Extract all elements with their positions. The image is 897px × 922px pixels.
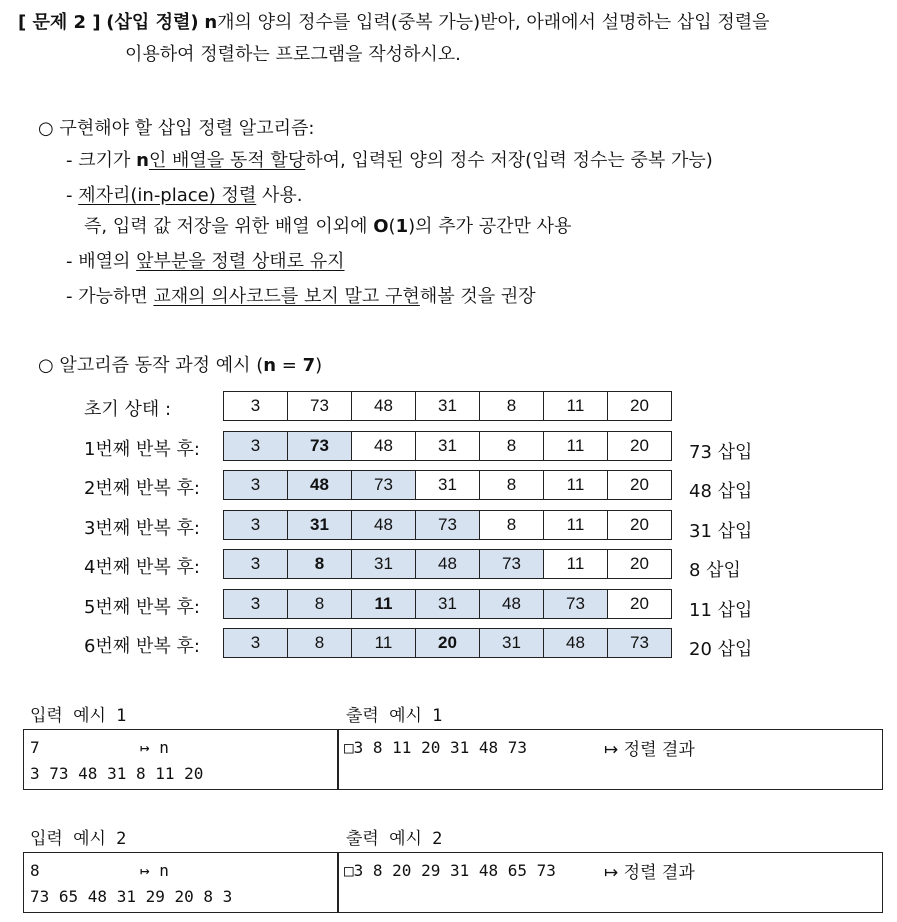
array-cell: 20 [608,550,672,579]
b2c-pre: 즉, 입력 값 저장을 위한 배열 이외에 [84,216,374,237]
array-cell: 31 [416,590,480,619]
array-cell: 48 [480,590,544,619]
array-cell: 11 [544,511,608,540]
b2c-one: 1 [395,216,409,237]
array-cell: 3 [224,550,288,579]
array-cell: 48 [544,629,608,658]
input-example-2-values: 73 65 48 31 29 20 8 3 [30,887,233,906]
problem-title [18,10,770,36]
array-cell: 73 [608,629,672,658]
algorithm-bullet-2-cont: 즉, 입력 값 저장을 위한 배열 이외에 O(1)의 추가 공간만 사용 [84,216,572,237]
input-example-2-n-note: ↦ n [140,861,169,880]
step-array [223,589,672,619]
array-cell: 73 [416,511,480,540]
array-cell: 48 [352,392,416,421]
output-example-1-box [337,729,883,790]
b4-underlined: 교재의 의사코드를 보지 말고 구현 [153,286,420,307]
array-cell: 11 [544,392,608,421]
step-note: 48 삽입 [689,481,753,502]
b4-post: 해볼 것을 권장 [419,286,536,307]
b4-pre: - 가능하면 [66,286,154,307]
array-cell: 3 [224,629,288,658]
input-example-2-box [23,852,339,913]
step-array [223,510,672,540]
step-array [223,391,672,421]
array-cell: 11 [352,629,416,658]
algorithm-bullet-1 [66,146,713,172]
output-example-1-note: ↦ 정렬 결과 [604,740,695,760]
ex-heading-n: n [263,355,277,376]
array-cell: 8 [480,392,544,421]
step-label: 5번째 반복 후: [84,597,200,618]
b1-n: n [136,150,149,171]
array-cell: 48 [288,471,352,500]
output-example-1-values: □3 8 11 20 31 48 73 [344,738,528,757]
array-cell: 31 [352,550,416,579]
step-array [223,470,672,500]
array-cell: 31 [288,511,352,540]
b2c-o: O [373,216,389,237]
algorithm-heading: ○ 구현해야 할 삽입 정렬 알고리즘: [38,118,315,139]
input-example-1-label: 입력 예시 1 [30,706,127,726]
array-cell: 3 [224,432,288,461]
step-note: 11 삽입 [689,600,753,621]
input-example-2-label: 입력 예시 2 [30,829,127,849]
array-cell: 48 [352,432,416,461]
input-example-2-n: 8 [30,861,40,880]
step-note: 8 삽입 [689,560,741,581]
array-cell: 48 [416,550,480,579]
array-cell: 11 [352,590,416,619]
step-label: 6번째 반복 후: [84,636,200,657]
problem-n: n [204,12,218,33]
step-label: 4번째 반복 후: [84,557,200,578]
b1-underlined: 인 배열을 동적 할당 [148,150,306,171]
array-cell: 8 [288,590,352,619]
b2c-post: 의 추가 공간만 사용 [415,216,572,237]
algorithm-bullet-2 [66,181,303,207]
output-example-2-note: ↦ 정렬 결과 [604,863,695,883]
b2-pre: - [66,185,79,206]
output-example-2-label: 출력 예시 2 [346,829,443,849]
b1-pre: - 크기가 [66,150,137,171]
problem-topic: (삽입 정렬) [106,12,199,33]
array-cell: 8 [288,629,352,658]
step-note: 73 삽입 [689,442,753,463]
array-cell: 73 [544,590,608,619]
array-cell: 48 [352,511,416,540]
input-example-1-n: 7 [30,738,40,757]
ex-heading-pre: ○ 알고리즘 동작 과정 예시 ( [38,355,264,376]
array-cell: 3 [224,392,288,421]
problem-desc-2: 이용하여 정렬하는 프로그램을 작성하시오. [125,44,461,65]
step-label: 2번째 반복 후: [84,478,200,499]
array-cell: 8 [480,511,544,540]
array-cell: 8 [480,471,544,500]
array-cell: 3 [224,511,288,540]
step-note: 20 삽입 [689,639,753,660]
ex-heading-post: ) [315,355,323,376]
b1-post: 하여, 입력된 양의 정수 저장(입력 정수는 중복 가능) [305,150,713,171]
output-example-1-label: 출력 예시 1 [346,706,443,726]
algorithm-bullet-4 [66,282,536,308]
b2-post: 사용. [256,185,303,206]
array-cell: 20 [608,471,672,500]
array-cell: 31 [480,629,544,658]
step-label: 3번째 반복 후: [84,518,200,539]
array-cell: 8 [480,432,544,461]
step-label: 초기 상태 : [84,399,172,420]
array-cell: 20 [608,590,672,619]
step-array [223,628,672,658]
array-cell: 3 [224,590,288,619]
step-label: 1번째 반복 후: [84,439,200,460]
example-heading [38,351,322,377]
array-cell: 11 [544,471,608,500]
ex-heading-7: 7 [302,355,316,376]
array-cell: 31 [416,471,480,500]
array-cell: 73 [352,471,416,500]
problem-tag: [ 문제 2 ] [18,12,101,33]
array-cell: 31 [416,432,480,461]
b3-pre: - 배열의 [66,251,137,272]
array-cell: 11 [544,432,608,461]
output-example-2-values: □3 8 20 29 31 48 65 73 [344,861,556,880]
ex-heading-eq: = [276,355,303,376]
array-cell: 73 [480,550,544,579]
array-cell: 20 [608,511,672,540]
array-cell: 3 [224,471,288,500]
array-cell: 20 [416,629,480,658]
input-example-1-values: 3 73 48 31 8 11 20 [30,764,204,783]
algorithm-bullet-3 [66,247,345,273]
array-cell: 20 [608,432,672,461]
array-cell: 20 [608,392,672,421]
array-cell: 8 [288,550,352,579]
b3-underlined: 앞부분을 정렬 상태로 유지 [136,251,345,272]
array-cell: 31 [416,392,480,421]
input-example-1-box [23,729,339,790]
array-cell: 11 [544,550,608,579]
array-cell: 73 [288,432,352,461]
array-cell: 73 [288,392,352,421]
problem-desc-1: 개의 양의 정수를 입력(중복 가능)받아, 아래에서 설명하는 삽입 정렬을 [217,12,770,33]
b2-underlined: 제자리(in-place) 정렬 [78,185,257,206]
input-example-1-n-note: ↦ n [140,738,169,757]
output-example-2-box [337,852,883,913]
step-note: 31 삽입 [689,521,753,542]
step-array [223,549,672,579]
step-array [223,431,672,461]
